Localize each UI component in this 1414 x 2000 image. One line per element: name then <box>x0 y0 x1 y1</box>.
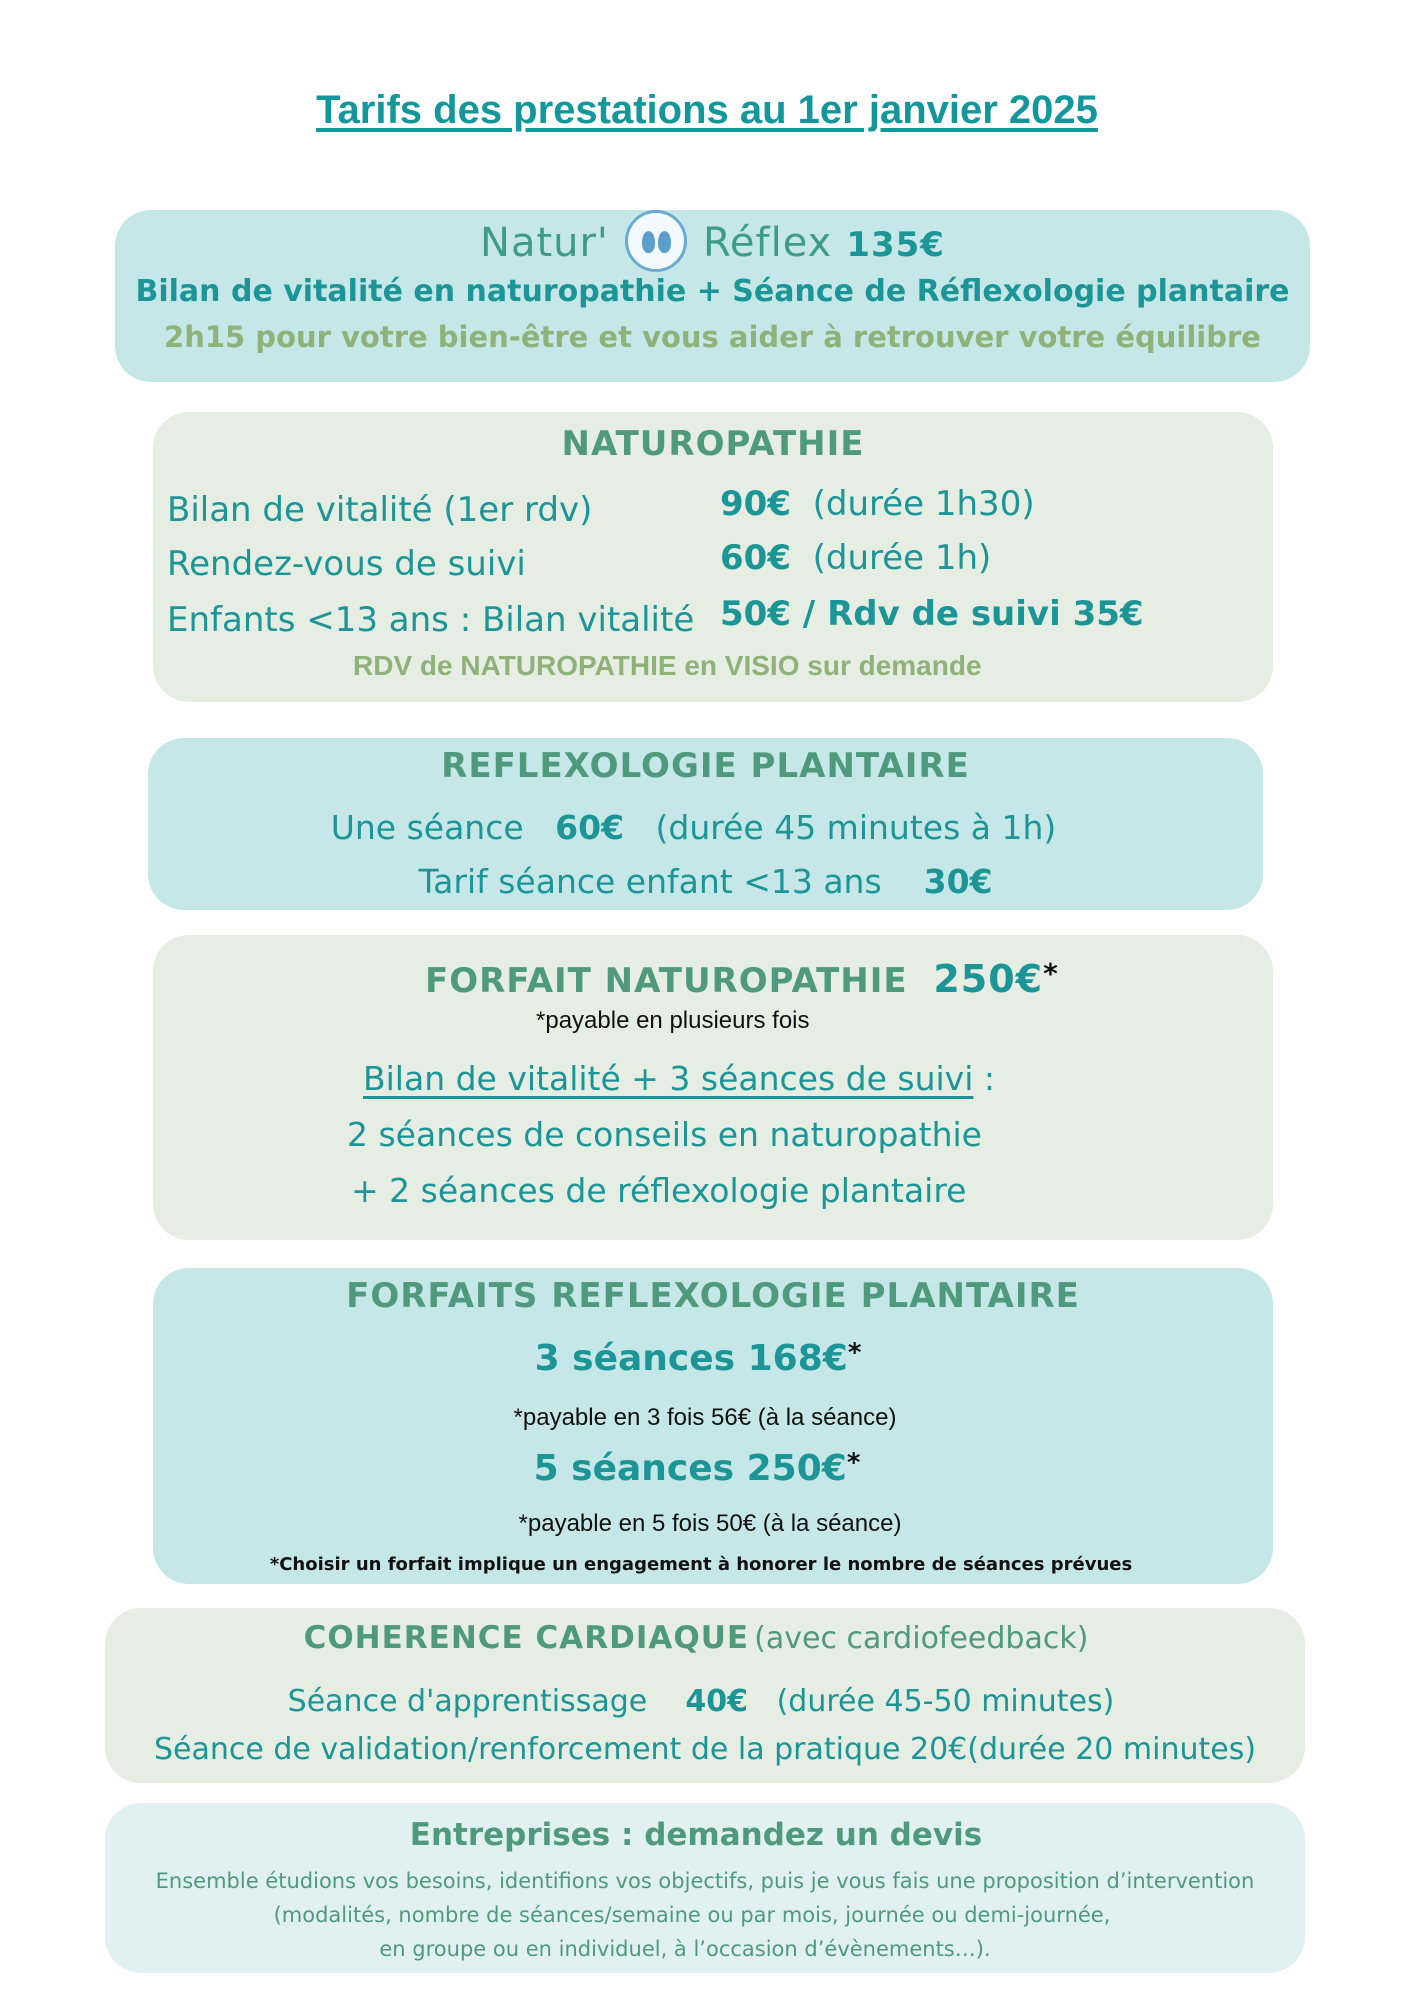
naturo-row-2-label: Rendez-vous de suivi <box>167 544 526 584</box>
naturo-row-3-price: 50€ / Rdv de suivi 35€ <box>720 594 1144 634</box>
brand-left: Natur' <box>480 220 609 266</box>
entreprises-heading: Entreprises : demandez un devis <box>409 1817 983 1853</box>
naturo-visio-note: RDV de NATUROPATHIE en VISIO sur demande <box>353 650 982 681</box>
reflexologie-heading: REFLEXOLOGIE PLANTAIRE <box>441 746 970 786</box>
forfait-naturo-note: *payable en plusieurs fois <box>536 1007 810 1034</box>
reflexo-offer-1: 3 séances 168€* <box>534 1338 862 1379</box>
reflexo-line-2: Tarif séance enfant <13 ans 30€ <box>418 862 993 901</box>
forfait-naturo-heading: FORFAIT NATUROPATHIE 250€* <box>425 957 1059 1001</box>
natur-reflex-price: 135€ <box>846 225 945 265</box>
reflexo-offer-2-note: *payable en 5 fois 50€ (à la séance) <box>518 1510 902 1537</box>
natur-reflex-subtitle: Bilan de vitalité en naturopathie + Séance de Réflexologie plantaire <box>135 274 1290 309</box>
entreprises-line-1: Ensemble étudions vos besoins, identifions vos objectifs, puis je vous fais une proposition d’intervention <box>155 1869 1255 1893</box>
naturo-row-1-price: 90€ (durée 1h30) <box>720 484 1035 524</box>
forfaits-reflexo-heading: FORFAITS REFLEXOLOGIE PLANTAIRE <box>346 1276 1080 1316</box>
naturo-row-3-label: Enfants <13 ans : Bilan vitalité <box>167 600 695 640</box>
naturo-row-2-price: 60€ (durée 1h) <box>720 538 992 578</box>
page-title: Tarifs des prestations au 1er janvier 2025 <box>316 88 1098 132</box>
coherence-line-1: Séance d'apprentissage 40€ (durée 45-50 minutes) <box>287 1684 1115 1719</box>
forfait-naturo-line-3: + 2 séances de réflexologie plantaire <box>351 1171 967 1210</box>
reflexo-offer-2: 5 séances 250€* <box>533 1448 861 1489</box>
reflexo-line-1: Une séance 60€ (durée 45 minutes à 1h) <box>330 808 1057 847</box>
forfait-naturo-line-1: Bilan de vitalité + 3 séances de suivi : <box>363 1059 995 1098</box>
coherence-heading-line: COHERENCE CARDIAQUE (avec cardiofeedback) <box>303 1620 1089 1656</box>
naturopathie-heading: NATUROPATHIE <box>561 424 865 464</box>
naturopathie-card <box>153 412 1273 702</box>
brand-right: Réflex <box>702 220 833 266</box>
natur-reflex-tagline: 2h15 pour votre bien-être et vous aider à retrouver votre équilibre <box>164 320 1261 354</box>
forfait-naturo-card <box>153 935 1273 1240</box>
entreprises-line-2: (modalités, nombre de séances/semaine ou par mois, journée ou demi-journée, <box>273 1903 1111 1927</box>
naturo-row-1-label: Bilan de vitalité (1er rdv) <box>167 490 593 530</box>
entreprises-line-3: en groupe ou en individuel, à l’occasion d’évènements…). <box>379 1937 991 1961</box>
natur-reflex-card <box>115 210 1310 382</box>
entreprises-card <box>105 1803 1305 1973</box>
coherence-line-2: Séance de validation/renforcement de la pratique 20€(durée 20 minutes) <box>153 1732 1257 1767</box>
reflexologie-card <box>148 738 1263 910</box>
footprints-icon <box>625 210 687 272</box>
reflexo-offer-1-note: *payable en 3 fois 56€ (à la séance) <box>513 1404 897 1431</box>
brand-line <box>115 214 1310 276</box>
forfait-naturo-line-2: 2 séances de conseils en naturopathie <box>347 1115 982 1154</box>
coherence-card <box>105 1608 1305 1783</box>
forfait-disclaimer: *Choisir un forfait implique un engagement à honorer le nombre de séances prévues <box>269 1554 1133 1575</box>
forfaits-reflexo-card <box>153 1268 1273 1584</box>
